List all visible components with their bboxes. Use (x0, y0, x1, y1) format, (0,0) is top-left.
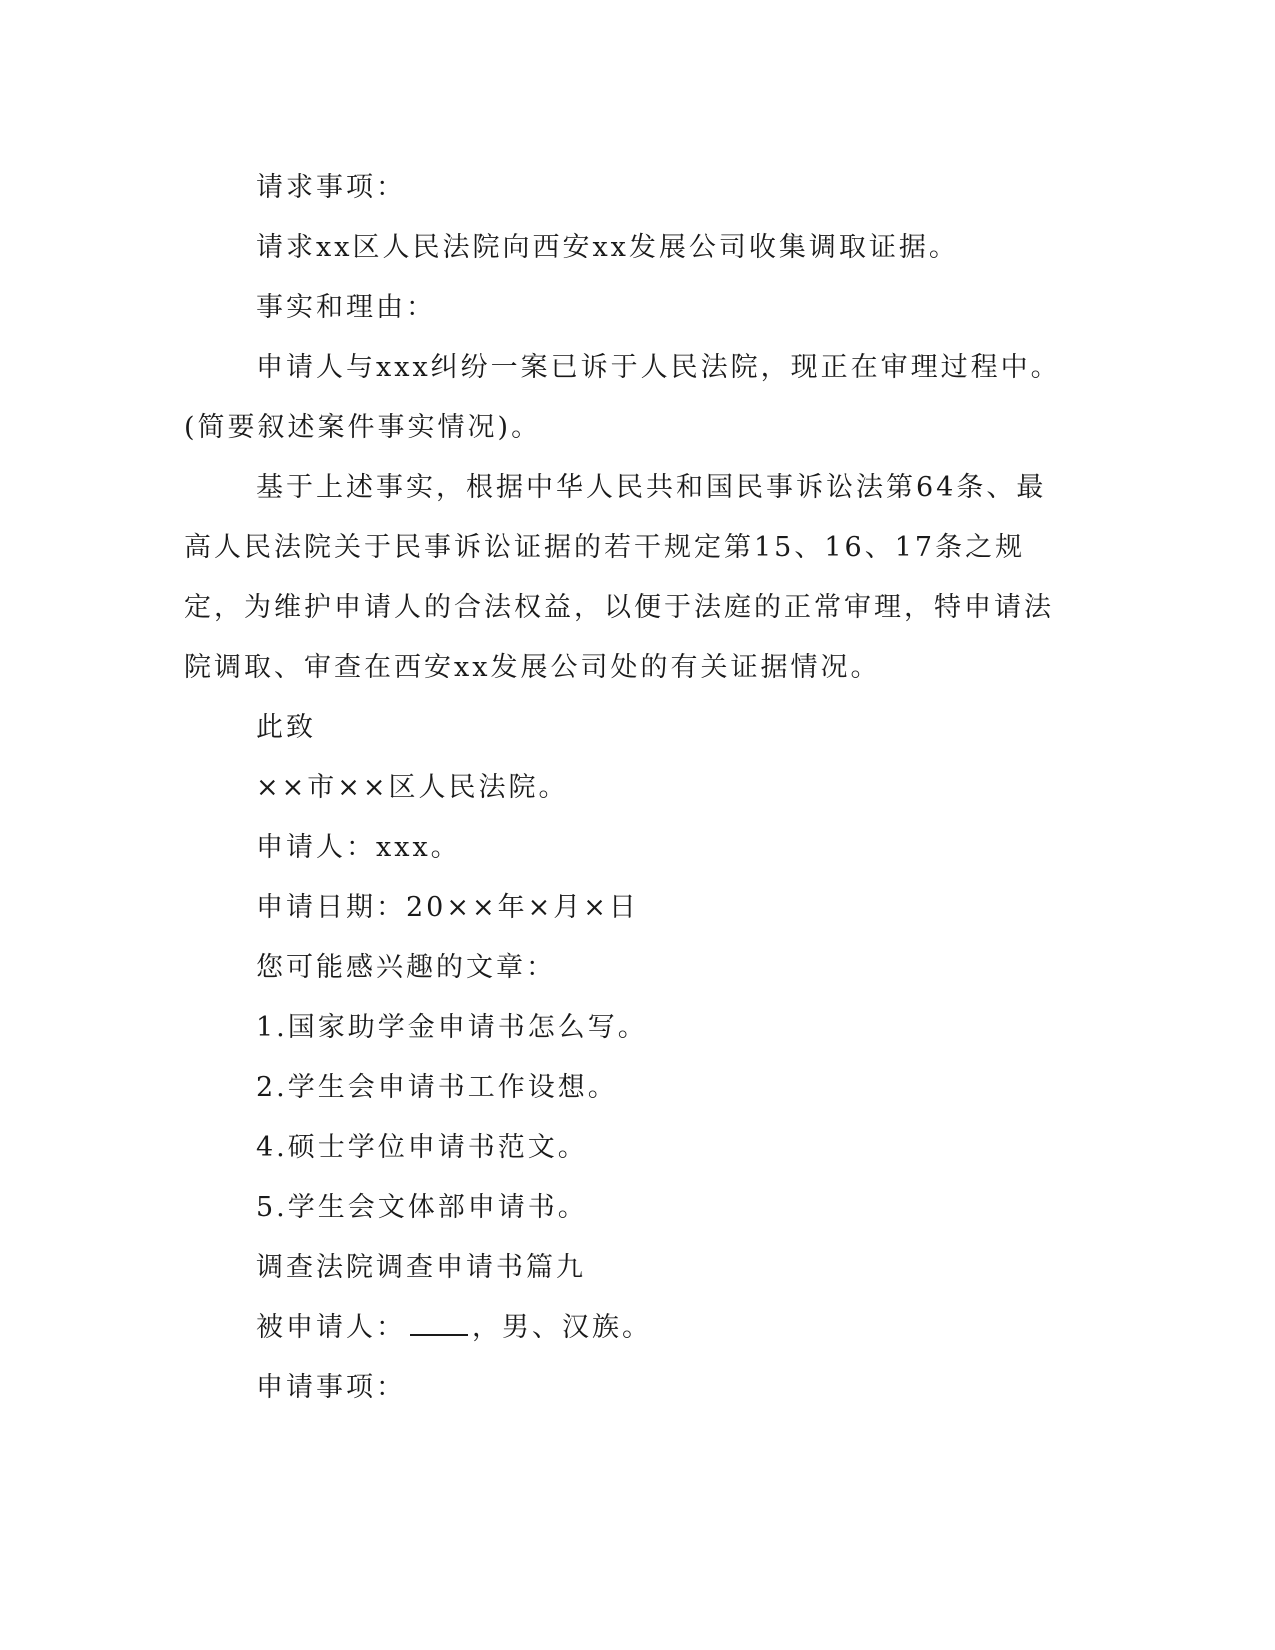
application-date: 申请日期：20××年×月×日 (256, 892, 639, 923)
respondent-label: 被申请人： (256, 1312, 406, 1343)
document-body (184, 158, 1064, 1418)
related-articles-heading: 您可能感兴趣的文章： (256, 952, 556, 983)
respondent-suffix: ，男、汉族。 (472, 1312, 652, 1343)
section-title-nine: 调查法院调查申请书篇九 (256, 1252, 586, 1283)
heading-facts-reasons: 事实和理由： (256, 292, 436, 323)
applicant-line: 申请人：xxx。 (256, 832, 461, 863)
related-article-5: 5.学生会文体部申请书。 (256, 1192, 588, 1223)
respondent-line (184, 1298, 1064, 1358)
related-article-1: 1.国家助学金申请书怎么写。 (256, 1012, 648, 1043)
request-text: 请求xx区人民法院向西安xx发展公司收集调取证据。 (256, 232, 959, 263)
related-article-2: 2.学生会申请书工作设想。 (256, 1072, 618, 1103)
recipient-court: ××市××区人民法院。 (256, 772, 569, 803)
facts-paragraph: 申请人与xxx纠纷一案已诉于人民法院，现正在审理过程中。(简要叙述案件事实情况)。 (184, 352, 1061, 443)
legal-basis-paragraph: 基于上述事实，根据中华人民共和国民事诉讼法第64条、最高人民法院关于民事诉讼证据的若干规定第15、16、17条之规定，为维护申请人的合法权益，以便于法庭的正常审理，特申请法院调取、审查在西安xx发展公司处的有关证据情况。 (184, 472, 1054, 683)
salutation: 此致 (256, 712, 316, 743)
heading-request-items: 请求事项： (256, 172, 406, 203)
respondent-name-blank (410, 1312, 468, 1336)
related-article-4: 4.硕士学位申请书范文。 (256, 1132, 588, 1163)
heading-application-items: 申请事项： (256, 1372, 406, 1403)
